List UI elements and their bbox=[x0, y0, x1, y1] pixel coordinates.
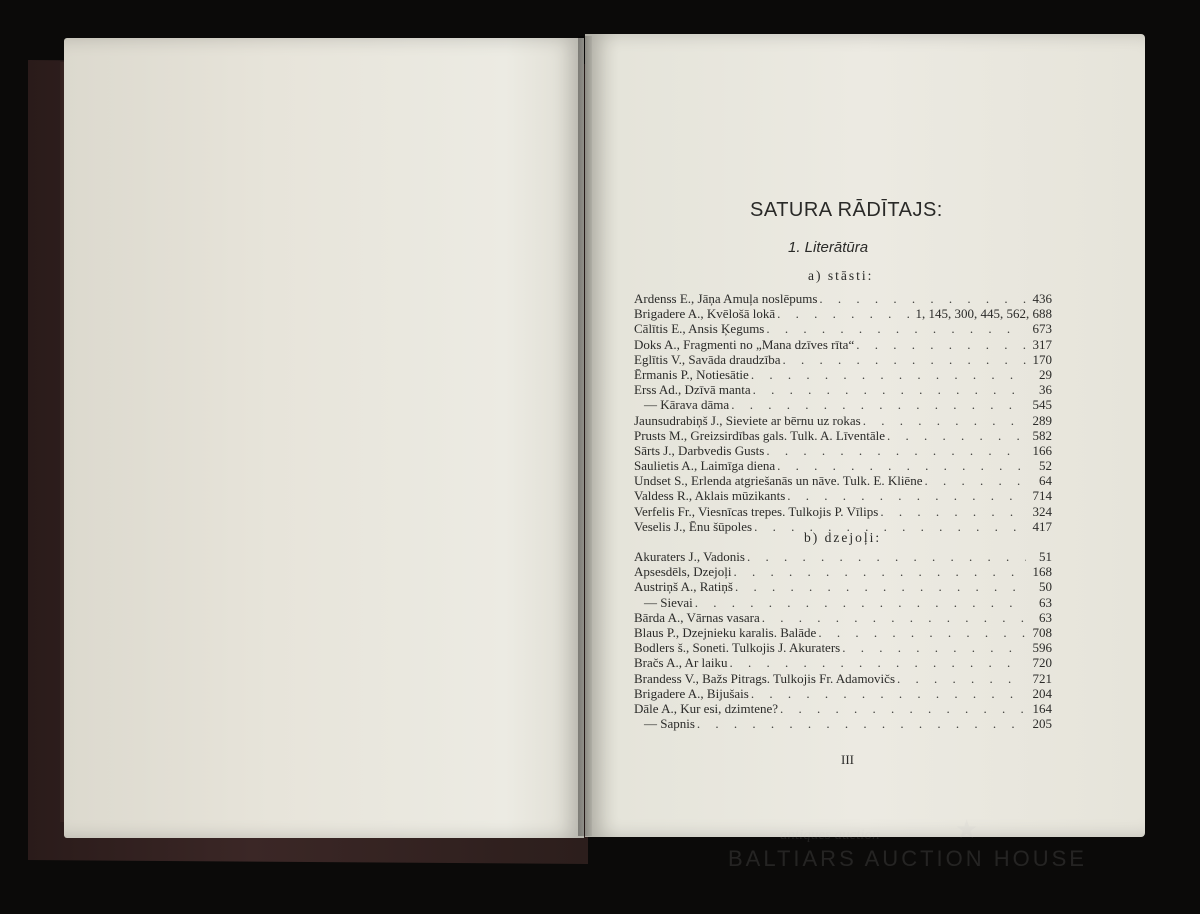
toc-row bbox=[634, 473, 1052, 488]
entry-title: Sārts J., Darbvedis Gusts bbox=[634, 442, 765, 458]
toc-heading: SATURA RĀDĪTAJS: bbox=[750, 199, 943, 221]
leader-dots bbox=[697, 716, 1026, 731]
entry-title: Valdess R., Aklais mūzikants bbox=[634, 488, 786, 504]
leader-dots bbox=[887, 428, 1026, 443]
entry-title: Prusts M., Greizsirdības gals. Tulk. A. Līventāle bbox=[634, 427, 885, 443]
entry-page: 51 bbox=[1039, 549, 1052, 564]
entry-title: Ērmanis P., Notiesātie bbox=[634, 366, 749, 382]
leader-dots bbox=[863, 413, 1026, 428]
entry-page: 289 bbox=[1032, 412, 1052, 428]
leader-dots bbox=[747, 549, 1026, 564]
toc-row bbox=[634, 610, 1052, 625]
toc-list-dzejoli bbox=[634, 549, 1052, 731]
entry-page: 596 bbox=[1032, 640, 1052, 656]
entry-title: Bodlers š., Soneti. Tulkojis J. Akuraters bbox=[634, 640, 841, 656]
entry-page: 436 bbox=[1032, 291, 1052, 306]
entry-page: 673 bbox=[1032, 321, 1052, 337]
leader-dots bbox=[730, 655, 1026, 670]
entry-title: Dāle A., Kur esi, dzimtene? bbox=[634, 700, 779, 716]
entry-title: Jaunsudrabiņš J., Sieviete ar bērnu uz rokas bbox=[634, 412, 861, 428]
entry-page: 205 bbox=[1032, 716, 1052, 732]
leader-dots bbox=[731, 397, 1026, 412]
watermark-brand: BALTIARS AUCTION HOUSE bbox=[728, 846, 1087, 871]
entry-title: Akuraters J., Vadonis bbox=[634, 549, 745, 564]
toc-row bbox=[634, 671, 1052, 686]
leader-dots bbox=[819, 291, 1026, 306]
entry-title: Ardenss E., Jāņa Amuļa noslēpums bbox=[634, 291, 818, 306]
entry-title: Verfelis Fr., Viesnīcas trepes. Tulkojis P. Vīlips bbox=[634, 503, 879, 519]
toc-row bbox=[634, 488, 1052, 503]
entry-page: 714 bbox=[1032, 488, 1052, 504]
leader-dots bbox=[782, 352, 1026, 367]
entry-title: Erss Ad., Dzīvā manta bbox=[634, 382, 751, 398]
leader-dots bbox=[924, 473, 1026, 488]
entry-page: 63 bbox=[1039, 594, 1052, 610]
subhead-dzejoli: b) dzejoļi: bbox=[804, 530, 882, 545]
toc-row bbox=[634, 413, 1052, 428]
toc-row bbox=[634, 564, 1052, 579]
entry-title: Undset S., Erlenda atgriešanās un nāve. Tulk. E. Kliēne bbox=[634, 473, 923, 489]
entry-page: 324 bbox=[1032, 503, 1052, 519]
toc-list-stasti bbox=[634, 291, 1052, 534]
entry-page: 1, 145, 300, 445, 562, 688 bbox=[915, 306, 1052, 322]
entry-title: — Kārava dāma bbox=[644, 397, 730, 413]
book-gutter bbox=[578, 36, 592, 836]
leader-dots bbox=[762, 610, 1026, 625]
entry-title: Doks A., Fragmenti no „Mana dzīves rīta“ bbox=[634, 336, 855, 352]
entry-page: 166 bbox=[1032, 442, 1052, 458]
toc-row bbox=[634, 321, 1052, 336]
section-title: 1. Literātūra bbox=[788, 239, 869, 256]
entry-title: — Sievai bbox=[644, 594, 693, 610]
entry-page: 708 bbox=[1032, 624, 1052, 640]
toc-row bbox=[634, 549, 1052, 564]
entry-title: Bračs A., Ar laiku bbox=[634, 655, 728, 671]
entry-title: Brigadere A., Kvēlošā lokā bbox=[634, 306, 776, 322]
left-blank-page bbox=[64, 38, 584, 838]
toc-row bbox=[634, 595, 1052, 610]
entry-page: 168 bbox=[1032, 564, 1052, 580]
leader-dots bbox=[754, 519, 1026, 534]
entry-title: Bārda A., Vārnas vasara bbox=[634, 609, 760, 625]
entry-page: 64 bbox=[1039, 473, 1052, 489]
toc-row bbox=[634, 640, 1052, 655]
watermark-tagline: antiques auction bbox=[780, 827, 880, 843]
entry-title: Veselis J., Ēnu šūpoles bbox=[634, 518, 753, 534]
toc-row bbox=[634, 382, 1052, 397]
leader-dots bbox=[818, 625, 1026, 640]
toc-row bbox=[634, 337, 1052, 352]
toc-row bbox=[634, 701, 1052, 716]
toc-row bbox=[634, 428, 1052, 443]
entry-page: 545 bbox=[1032, 397, 1052, 413]
entry-page: 721 bbox=[1032, 670, 1052, 686]
entry-page: 50 bbox=[1039, 579, 1052, 595]
entry-page: 317 bbox=[1032, 336, 1052, 352]
entry-page: 204 bbox=[1032, 685, 1052, 701]
toc-row bbox=[634, 716, 1052, 731]
leader-dots bbox=[751, 686, 1026, 701]
toc-row bbox=[634, 625, 1052, 640]
entry-page: 582 bbox=[1032, 427, 1052, 443]
entry-page: 29 bbox=[1039, 366, 1052, 382]
toc-row bbox=[634, 443, 1052, 458]
entry-title: Brigadere A., Bijušais bbox=[634, 685, 749, 701]
star-icon: ★ bbox=[955, 815, 979, 844]
leader-dots bbox=[842, 640, 1026, 655]
entry-title: Brandess V., Bažs Pitrags. Tulkojis Fr. Adamovičs bbox=[634, 670, 895, 686]
toc-row bbox=[634, 504, 1052, 519]
leader-dots bbox=[735, 579, 1026, 594]
leader-dots bbox=[751, 367, 1026, 382]
leader-dots bbox=[753, 382, 1026, 397]
leader-dots bbox=[695, 595, 1026, 610]
toc-row bbox=[634, 306, 1052, 321]
leader-dots bbox=[733, 564, 1026, 579]
leader-dots bbox=[856, 337, 1026, 352]
entry-page: 52 bbox=[1039, 458, 1052, 474]
toc-row bbox=[634, 367, 1052, 382]
entry-title: Saulietis A., Laimīga diena bbox=[634, 458, 776, 474]
page-number: III bbox=[841, 752, 854, 767]
toc-row bbox=[634, 352, 1052, 367]
leader-dots bbox=[897, 671, 1026, 686]
toc-row bbox=[634, 291, 1052, 306]
leader-dots bbox=[777, 458, 1026, 473]
toc-row bbox=[634, 686, 1052, 701]
leader-dots bbox=[787, 488, 1026, 503]
entry-page: 170 bbox=[1032, 351, 1052, 367]
toc-row bbox=[634, 397, 1052, 412]
toc-row bbox=[634, 655, 1052, 670]
leader-dots bbox=[766, 443, 1026, 458]
entry-title: Austriņš A., Ratiņš bbox=[634, 579, 733, 595]
leader-dots bbox=[766, 321, 1026, 336]
toc-row bbox=[634, 579, 1052, 594]
leader-dots bbox=[780, 701, 1026, 716]
entry-page: 36 bbox=[1039, 382, 1052, 398]
entry-title: Cālītis E., Ansis Ķegums bbox=[634, 321, 765, 337]
toc-row bbox=[634, 458, 1052, 473]
entry-page: 63 bbox=[1039, 609, 1052, 625]
entry-page: 720 bbox=[1032, 655, 1052, 671]
entry-title: Eglītis V., Savāda draudzība bbox=[634, 351, 781, 367]
leader-dots bbox=[880, 504, 1026, 519]
entry-title: Apsesdēls, Dzejoļi bbox=[634, 564, 732, 580]
entry-page: 417 bbox=[1032, 518, 1052, 534]
leader-dots bbox=[777, 306, 913, 321]
subhead-stasti: a) stāsti: bbox=[808, 268, 874, 283]
entry-page: 164 bbox=[1032, 700, 1052, 716]
entry-title: — Sapnis bbox=[644, 716, 695, 732]
entry-title: Blaus P., Dzejnieku karalis. Balāde bbox=[634, 624, 817, 640]
